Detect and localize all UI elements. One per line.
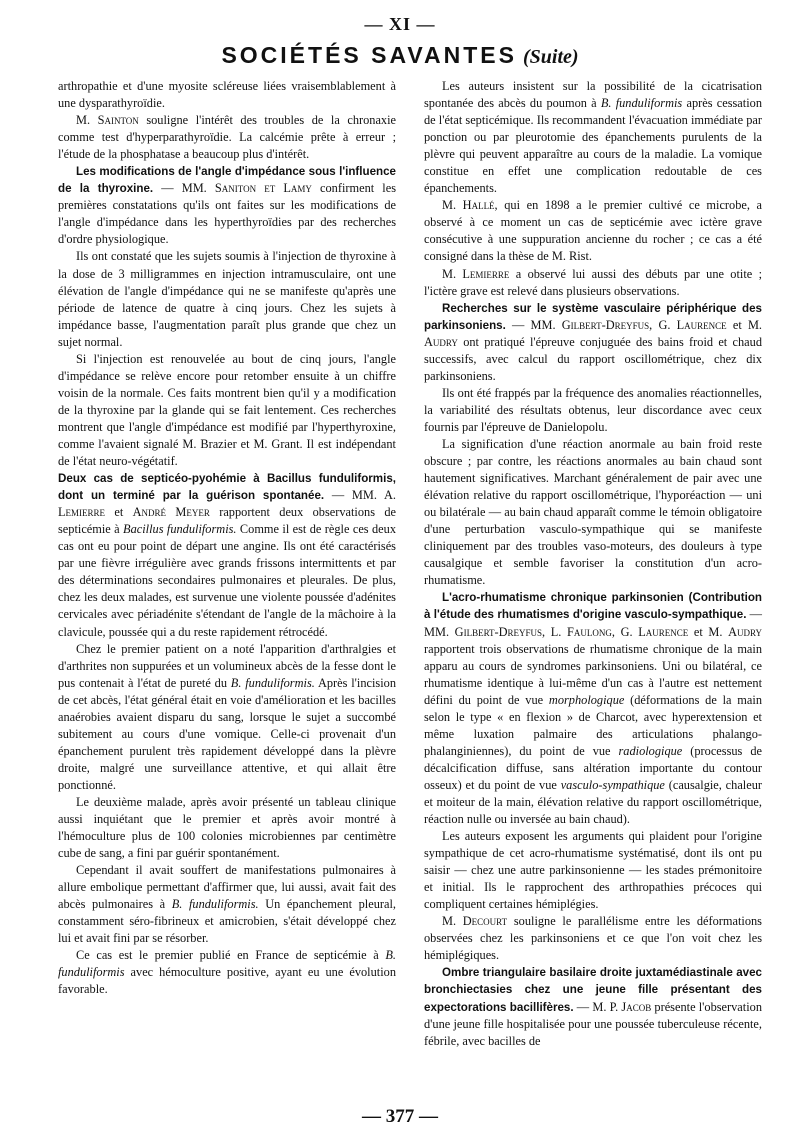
paragraph: Ombre triangulaire basilaire droite juxtamédiastinale avec bronchiectasies chez une jeune fille présentant des expectorations bacillifères. — M. P. Jacob présente l'observation d'une jeune fille hospitalisée pour une poussée tuberculeuse récente, fébrile, avec bacilles de	[424, 966, 762, 1048]
paragraph: Les auteurs insistent sur la possibilité de la cicatrisation spontanée des abcès du poumon à B. funduliformis après cessation de l'état septicémique. Ils recommandent l'évacuation immédiate par ponction ou par pleurotomie des épanchements purulents de la plèvre qui peuvent apparaître au cours de la maladie. La vomique constitue en effet une complication redoutable de ces épanchements.	[424, 79, 762, 196]
paragraph: M. Sainton souligne l'intérêt des troubles de la chronaxie comme test d'hyperparathyroïdie. La calcémie prête à erreur ; l'étude de la phosphatase a beaucoup plus d'intérêt.	[58, 113, 396, 162]
page-roman-numeral: — XI —	[364, 14, 436, 34]
paragraph: M. Hallé, qui en 1898 a le premier cultivé ce microbe, a observé à ce moment un cas de septicémie avec ictère grave consécutive à une suppuration ancienne du rocher ; ce cas a été consigné dans la thèse de M. Rist.	[424, 198, 763, 264]
paragraph: M. Lemierre a observé lui aussi des débuts par une otite ; l'ictère grave est relevé dans plusieurs observations.	[424, 266, 763, 298]
author-name: Audry	[424, 334, 458, 349]
page-number: — 377 —	[362, 1106, 438, 1127]
paragraph: Deux cas de septicéo-pyohémie à Bacillus funduliformis, dont un terminé par la guérison spontanée. — MM. A. Lemierre et André Meyer rapportent deux observations de septicémie à Bacillus funduliformis. Comme il est de règle ces deux cas ont eu pour point de départ une angine. Ils ont été caractérisés par une fièvre irrégulière avec grands frissons intermittents et par des déterminations secondaires pulmonaires et pleurales. De plus, chez les deux malades, est survenue une violente poussée d'adénites cervicales avec périadénite s'étendant de l'angle de la mâchoire à la clavicule, poussée qui a du reste rapidement rétrocédé.	[58, 472, 396, 639]
paragraph: Le deuxième malade, après avoir présenté un tableau clinique aussi inquiétant que le premier et après avoir montré à l'hémoculture plus de 100 colonies microbiennes par centimètre cube de sang, a fini par guérir spontanément.	[58, 794, 396, 861]
paragraph: M. Decourt souligne le parallélisme entre les déformations observées chez les parkinsoniens et ce que l'on voit chez les hémiplégiques.	[424, 914, 762, 963]
paragraph: Si l'injection est renouvelée au bout de cinq jours, l'angle d'impédance se relève encore pour retomber ensuite à un chiffre voisin de la normale. Ces faits montrent bien qu'il y a modification de la thyroxine par la glande qui se fait lentement. Ces recherches montrent que l'angle d'impédance est modifié par l'hyperthyroxine, comme l'avaient signalé M. Brazier et M. Grant. Il est indépendant de l'état neuro-végétatif.	[58, 351, 396, 469]
left-column	[58, 78, 396, 999]
author-name: Audry	[728, 624, 762, 639]
section-title-main: SOCIÉTÉS SAVANTES	[221, 42, 517, 68]
paragraph: Ils ont constaté que les sujets soumis à l'injection de thyroxine à la dose de 3 milligrammes en injection intramusculaire, ont une élévation de l'angle d'impédance qui ne se manifeste qu'après une période de latence de quatre à cinq jours. Chez les sujets à impédance basse, l'augmentation paraît plus grande que chez un sujet normal.	[58, 249, 396, 349]
author-name: M. Sainton	[76, 113, 139, 128]
author-name: M. Decourt	[442, 914, 508, 929]
section-title-suite: (Suite)	[522, 46, 579, 68]
author-name: Saniton et Lamy	[214, 181, 312, 196]
author-name: Lemierre	[58, 505, 106, 520]
paragraph: Les modifications de l'angle d'impédance sous l'influence de la thyroxine. — MM. Saniton et Lamy confirment les premières constatations qu'ils ont faites sur les modifications de l'angle d'impédance dans les hyperthyroïdies par des recherches d'ordre physiologique.	[58, 165, 397, 247]
paragraph: Recherches sur le système vasculaire périphérique des parkinsoniens. — MM. Gilbert-Dreyfus, G. Laurence et M. Audry ont pratiqué l'épreuve conjuguée des bains froid et chaud successifs, avec calcul du rapport oscillométrique, chez dix parkinsoniens.	[424, 301, 763, 383]
paragraph: L'acro-rhumatisme chronique parkinsonien (Contribution à l'étude des rhumatismes d'origine vasculo-sympathique. — MM. Gilbert-Dreyfus, L. Faulong, G. Laurence et M. Audry rapportent trois observations de rhumatisme chronique de la main apparu au cours de syndromes parkinsoniens. Uni ou bilatéral, ce rhumatisme identique à lui-même d'un cas à l'autre est nettement défini du point de vue morphologique (déformations de la main selon le type « en flexion » de Charcot, avec hyperextension et même luxation palmaire des articulations phalango-phalanginiennes), du point de vue radiologique (processus de décalcification diffuse, sans altération importante du contour osseux) et du point de vue vasculo-sympathique (causalgie, chaleur et moiteur de la main, élévation relative du rapport oscillométrique, réaction nulle ou inversée au bain chaud).	[424, 591, 762, 827]
author-name: Jacob	[621, 999, 652, 1014]
article-title: Les modifications de l'angle d'impédance sous l'influence de la thyroxine.	[58, 165, 396, 196]
paragraph: arthropathie et d'une myosite scléreuse liées vraisemblablement à une dysparathyroïdie.	[58, 79, 396, 111]
article-title: Ombre triangulaire basilaire droite juxtamédiastinale avec bronchiectasies chez une jeune fille présentant des expectorations bacillifères.	[424, 966, 762, 1014]
paragraph: Ce cas est le premier publié en France de septicémie à B. funduliformis avec hémoculture positive, ayant eu une évolution favorable.	[58, 948, 396, 997]
paragraph: La signification d'une réaction anormale au bain froid reste obscure ; par contre, les réactions anormales au bain chaud sont hautement significatives. Marchant généralement de pair avec une élévation relative du rapport oscillométrique, l'hyporéaction — uni ou bilatérale — au bain chaud apparaît comme le témoin obligatoire d'une perturbation vasculo-sympathique qui se manifeste cliniquement par des troubles vaso-moteurs, des douleurs à type causalgique et semble favoriser la constitution d'un acro-rhumatisme.	[424, 436, 762, 588]
article-title: Recherches sur le système vasculaire périphérique des parkinsoniens.	[424, 301, 762, 332]
paragraph: Ils ont été frappés par la fréquence des anomalies réactionnelles, la variabilité des résultats obtenus, leur discordance avec ceux fournis par l'épreuve de Danielopolu.	[424, 385, 762, 434]
author-name: Gilbert-Dreyfus, L. Faulong, G. Laurence	[454, 624, 689, 639]
author-name: M. Hallé,	[442, 198, 498, 213]
author-name: M. Lemierre	[442, 266, 510, 281]
paragraph: Les auteurs exposent les arguments qui plaident pour l'origine sympathique de cet acro-rhumatisme systématisé, dont ils ont pu saisir — chez une autre parkinsonienne — les stades prémonitoire et initial. Ils le rapprochent des arthropathies précoces qui compliquent certaines hémiplégies.	[424, 829, 762, 912]
paragraph: Chez le premier patient on a noté l'apparition d'arthralgies et d'arthrites non suppurées et un volumineux abcès de la fesse dont le pus contenait à l'état de pureté du B. funduliformis. Après l'incision de cet abcès, l'état général était en voie d'amélioration et les bacilles anaérobies avaient disparu du sang, lorsque le sujet a succombé subitement au cours d'une vomique. Celle-ci provenait d'un épanchement purulent très rapidement développé dans la plèvre droite, malgré une surveillance attentive, et qui allait être ponctionné.	[58, 641, 396, 792]
right-column	[424, 78, 762, 1050]
article-title: Deux cas de septicéo-pyohémie à Bacillus funduliformis, dont un terminé par la guérison spontanée.	[58, 472, 396, 503]
paragraph: Cependant il avait souffert de manifestations pulmonaires à allure embolique permettant d'affirmer que, lui aussi, avait fait des abcès pulmonaires à B. funduliformis. Un épanchement pleural, constamment séro-fibrineux et amicrobien, s'était développé chez lui et avait fini par se résorber.	[58, 863, 396, 946]
author-name: Gilbert-Dreyfus, G. Laurence	[561, 317, 727, 332]
article-title: L'acro-rhumatisme chronique parkinsonien (Contribution à l'étude des rhumatismes d'origine vasculo-sympathique.	[424, 591, 762, 622]
author-name: André Meyer	[132, 505, 210, 520]
section-title	[0, 42, 800, 69]
